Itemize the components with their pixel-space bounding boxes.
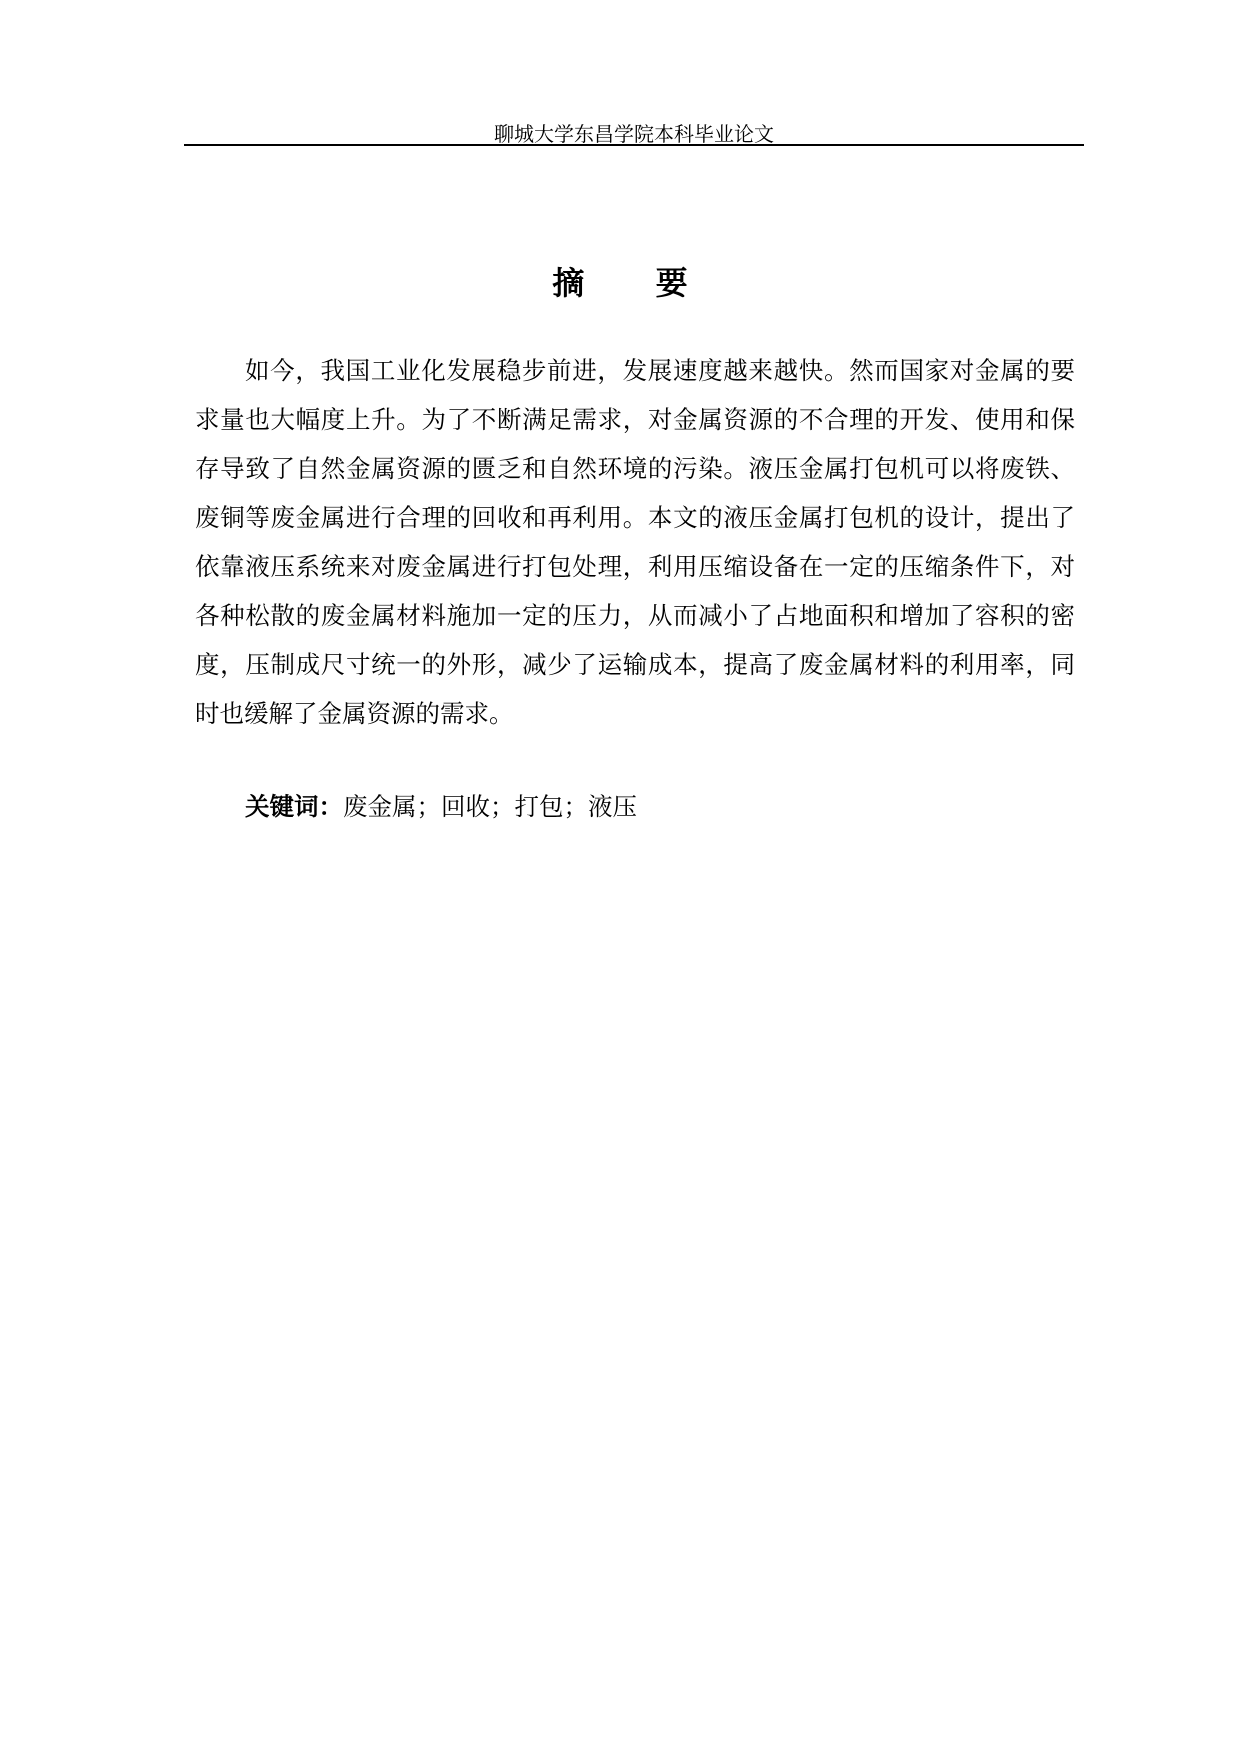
header-rule [184,144,1084,146]
abstract-line: 废铜等废金属进行合理的回收和再利用。本文的液压金属打包机的设计，提出了 [195,503,1075,532]
abstract-body [195,346,1075,738]
abstract-line: 时也缓解了金属资源的需求。 [195,699,514,728]
keywords-label: 关键词： [245,792,343,821]
abstract-title: 摘 要 [552,264,718,302]
abstract-line: 度，压制成尺寸统一的外形，减少了运输成本，提高了废金属材料的利用率，同 [195,650,1075,679]
abstract-line: 依靠液压系统来对废金属进行打包处理，利用压缩设备在一定的压缩条件下，对 [195,552,1075,581]
abstract-line: 如今，我国工业化发展稳步前进，发展速度越来越快。然而国家对金属的要 [245,356,1075,385]
abstract-line: 存导致了自然金属资源的匮乏和自然环境的污染。液压金属打包机可以将废铁、 [195,454,1075,483]
abstract-line: 求量也大幅度上升。为了不断满足需求，对金属资源的不合理的开发、使用和保 [195,405,1075,434]
keywords [245,782,637,831]
running-header: 聊城大学东昌学院本科毕业论文 [494,122,774,146]
keywords-value: 废金属；回收；打包；液压 [343,792,637,821]
abstract-line: 各种松散的废金属材料施加一定的压力，从而减小了占地面积和增加了容积的密 [195,601,1075,630]
